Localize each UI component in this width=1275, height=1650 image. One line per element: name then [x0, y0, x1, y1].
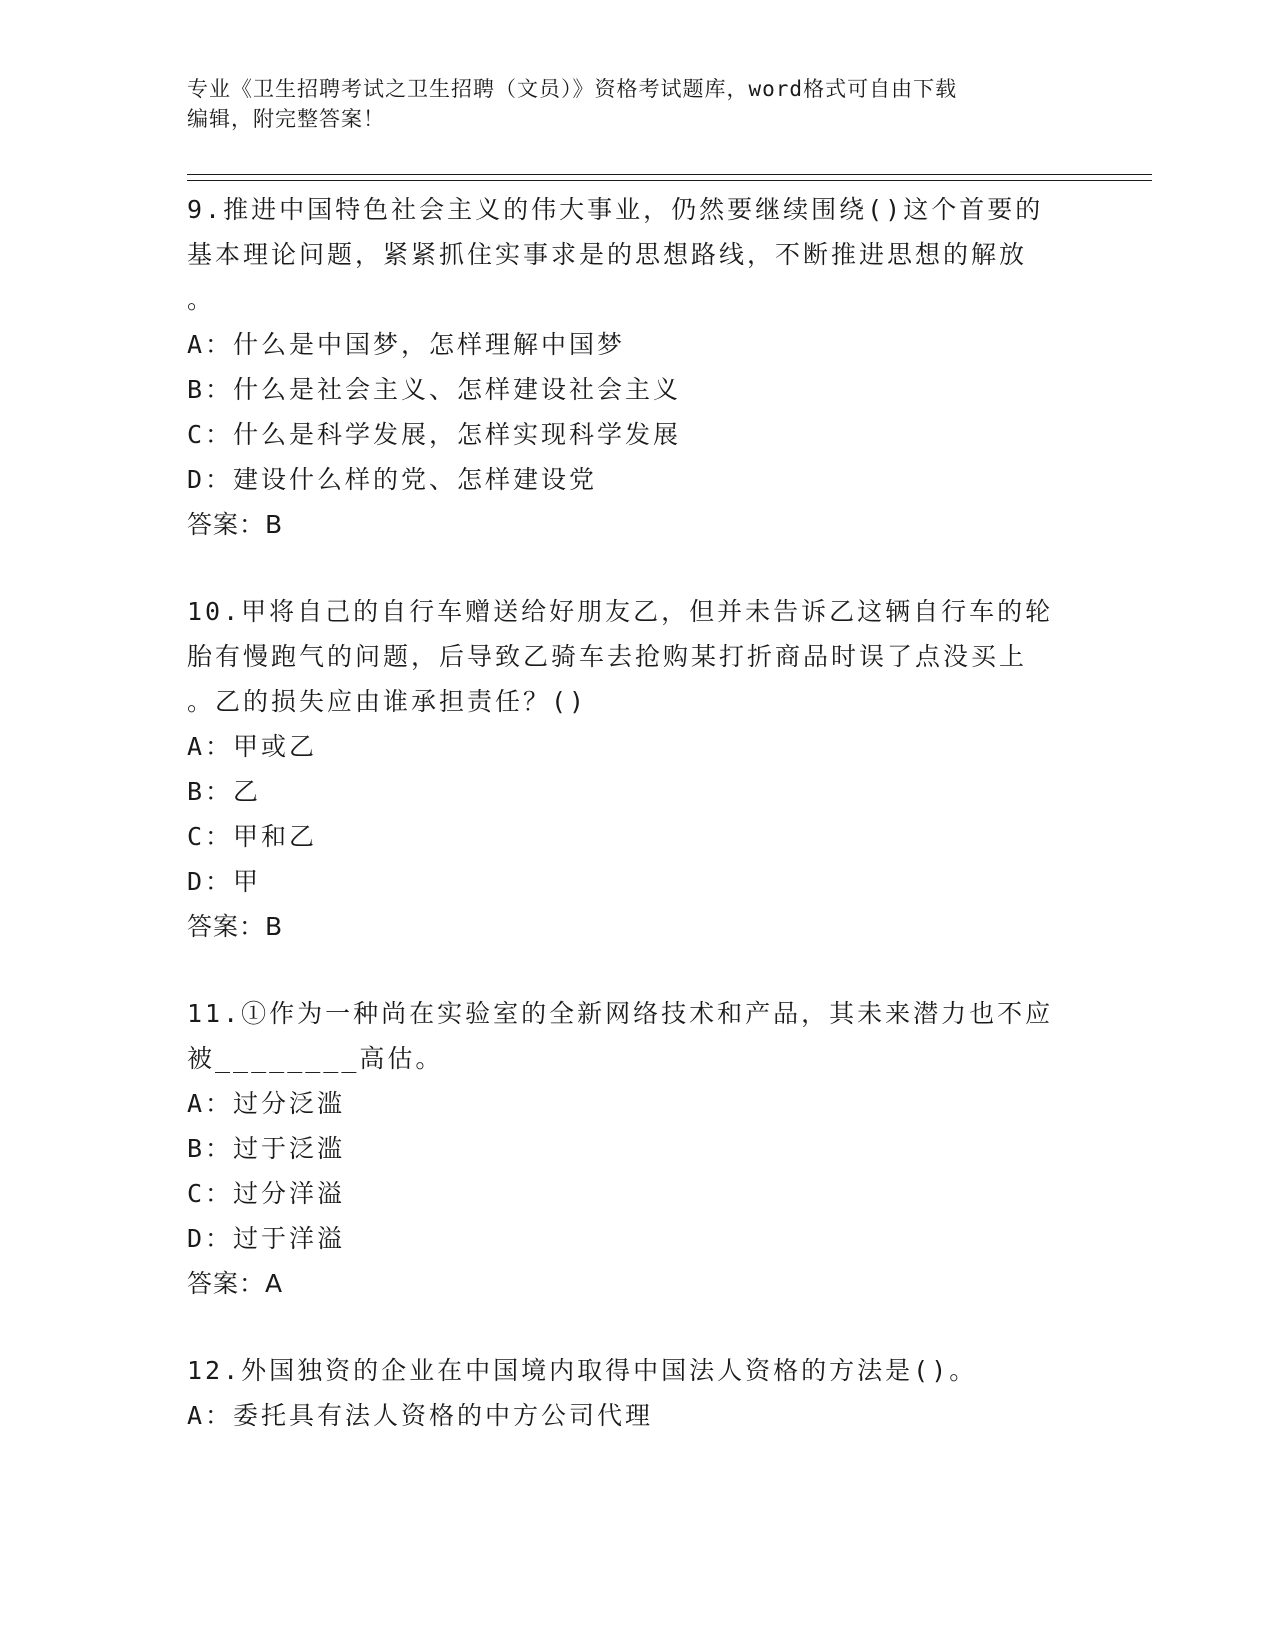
question-block — [187, 1348, 1087, 1438]
question-stem-line: 11.①作为一种尚在实验室的全新网络技术和产品，其未来潜力也不应 — [187, 999, 1054, 1028]
question-list — [187, 187, 1087, 1480]
question-stem-line: 9.推进中国特色社会主义的伟大事业，仍然要继续围绕()这个首要的 — [187, 195, 1044, 224]
answer-option: A：甲或乙 — [187, 732, 318, 761]
answer-option: C：甲和乙 — [187, 822, 318, 851]
answer-option: D：过于洋溢 — [187, 1224, 346, 1253]
answer-option: D：建设什么样的党、怎样建设党 — [187, 465, 598, 494]
header-line-1: 专业《卫生招聘考试之卫生招聘（文员）》资格考试题库，word格式可自由下载 — [187, 77, 958, 101]
question-stem-line: 胎有慢跑气的问题，后导致乙骑车去抢购某打折商品时误了点没买上 — [187, 642, 1028, 671]
answer-option: C：什么是科学发展，怎样实现科学发展 — [187, 420, 682, 449]
question-stem-line: 被________高估。 — [187, 1044, 444, 1073]
question-stem-line: 基本理论问题，紧紧抓住实事求是的思想路线，不断推进思想的解放 — [187, 240, 1028, 269]
question-stem-line: 10.甲将自己的自行车赠送给好朋友乙，但并未告诉乙这辆自行车的轮 — [187, 597, 1054, 626]
header-divider-top — [187, 174, 1152, 175]
answer-key: 答案：B — [187, 912, 284, 941]
header-divider-bottom — [187, 180, 1152, 181]
answer-option: B：什么是社会主义、怎样建设社会主义 — [187, 375, 682, 404]
header-line-2: 编辑，附完整答案！ — [187, 107, 385, 131]
answer-option: A：过分泛滥 — [187, 1089, 346, 1118]
document-header — [187, 74, 1067, 134]
question-block — [187, 187, 1087, 547]
question-stem-line: 。 — [187, 285, 216, 314]
answer-option: A：什么是中国梦，怎样理解中国梦 — [187, 330, 626, 359]
question-stem-line: 。乙的损失应由谁承担责任？() — [187, 687, 588, 716]
answer-key: 答案：B — [187, 510, 284, 539]
answer-key: 答案：A — [187, 1269, 284, 1298]
answer-option: D：甲 — [187, 867, 262, 896]
answer-option: B：乙 — [187, 777, 262, 806]
question-block — [187, 991, 1087, 1306]
answer-option: C：过分洋溢 — [187, 1179, 346, 1208]
answer-option: A：委托具有法人资格的中方公司代理 — [187, 1401, 654, 1430]
question-stem-line: 12.外国独资的企业在中国境内取得中国法人资格的方法是()。 — [187, 1356, 978, 1385]
question-block — [187, 589, 1087, 949]
answer-option: B：过于泛滥 — [187, 1134, 346, 1163]
